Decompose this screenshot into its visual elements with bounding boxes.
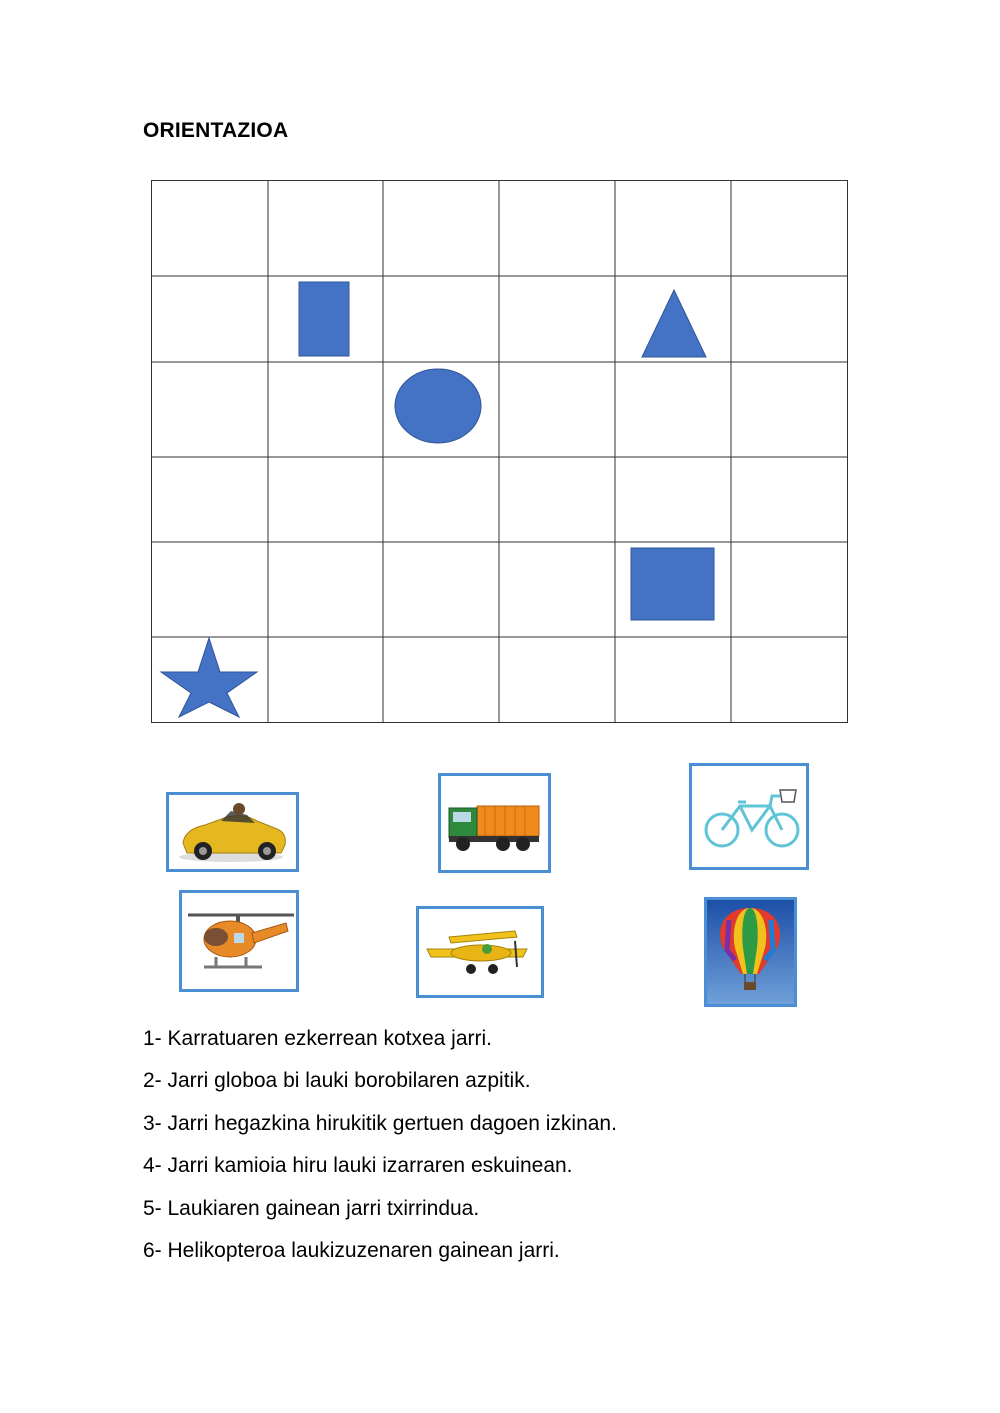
instruction-2: 2- Jarri globoa bi lauki borobilaren azpitik. [143, 1069, 531, 1092]
page-title: ORIENTAZIOA [143, 119, 289, 142]
triangle-shape [642, 290, 706, 357]
helicopter-picture [179, 890, 299, 992]
car-picture [166, 792, 299, 872]
instruction-3: 3- Jarri hegazkina hirukitik gertuen dagoen izkinan. [143, 1112, 617, 1135]
rectangle-shape [299, 282, 349, 356]
bicycle-picture [689, 763, 809, 870]
orientation-grid [151, 180, 848, 723]
instruction-1: 1- Karratuaren ezkerrean kotxea jarri. [143, 1027, 492, 1050]
hot-air-balloon-picture [704, 897, 797, 1007]
airplane-picture [416, 906, 544, 998]
instruction-6: 6- Helikopteroa laukizuzenaren gainean jarri. [143, 1239, 560, 1262]
instruction-4: 4- Jarri kamioia hiru lauki izarraren eskuinean. [143, 1154, 573, 1177]
square-shape [631, 548, 714, 620]
star-shape [161, 638, 257, 717]
truck-picture [438, 773, 551, 873]
circle-shape [395, 369, 481, 443]
instruction-5: 5- Laukiaren gainean jarri txirrindua. [143, 1197, 480, 1220]
